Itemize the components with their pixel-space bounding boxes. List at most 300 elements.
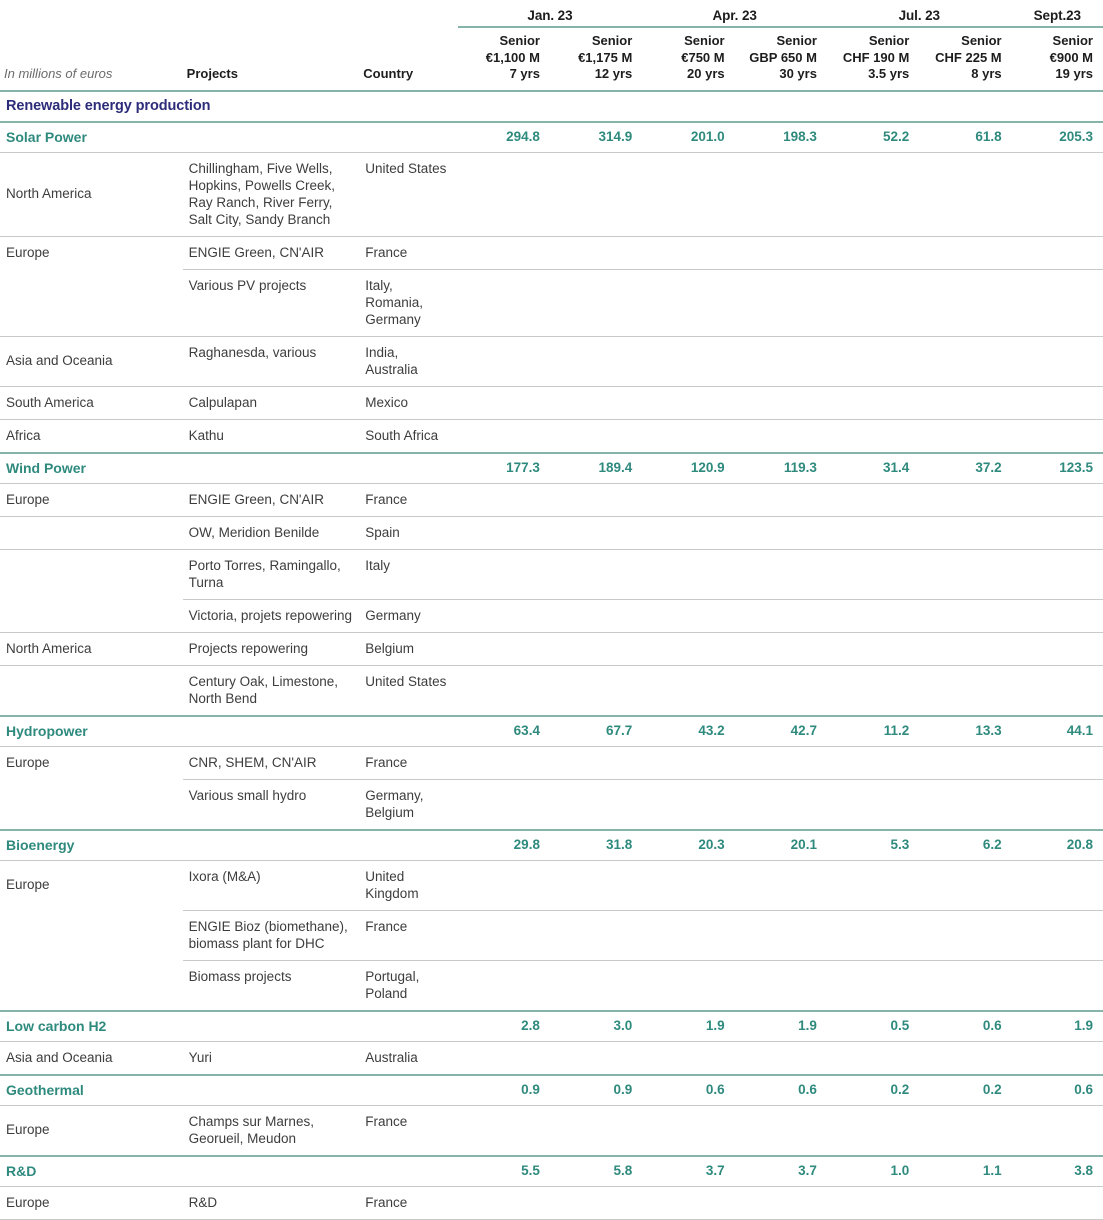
row-country: United States xyxy=(359,152,457,236)
row-value-0 xyxy=(458,1105,550,1156)
row-value-0 xyxy=(458,860,550,910)
row-value-4 xyxy=(827,910,919,960)
row-value-5 xyxy=(919,960,1011,1011)
category-row xyxy=(0,1156,1103,1187)
row-country: France xyxy=(359,910,457,960)
category-value-5: 37.2 xyxy=(919,453,1011,484)
row-value-6 xyxy=(1012,1041,1103,1075)
category-value-4: 1.0 xyxy=(827,1156,919,1187)
row-project: Century Oak, Limestone, North Bend xyxy=(183,665,360,716)
row-value-2 xyxy=(642,516,734,549)
row-region xyxy=(0,960,183,1011)
row-country: France xyxy=(359,236,457,269)
table-row xyxy=(0,1186,1103,1219)
tranche-header-6 xyxy=(1012,27,1103,91)
row-value-6 xyxy=(1012,386,1103,419)
category-value-0: 29.8 xyxy=(458,830,550,861)
tranche-header-1 xyxy=(550,27,642,91)
row-country: France xyxy=(359,746,457,779)
row-value-3 xyxy=(735,1186,827,1219)
date-header-0: Jan. 23 xyxy=(458,0,643,27)
row-value-4 xyxy=(827,599,919,632)
row-value-4 xyxy=(827,1105,919,1156)
row-value-2 xyxy=(642,1041,734,1075)
tranche-amount-2: €750 M xyxy=(681,49,725,65)
row-value-2 xyxy=(642,860,734,910)
category-row xyxy=(0,1011,1103,1042)
row-value-6 xyxy=(1012,960,1103,1011)
category-value-5: 61.8 xyxy=(919,122,1011,153)
row-value-2 xyxy=(642,779,734,830)
category-label: Wind Power xyxy=(0,453,458,484)
row-value-1 xyxy=(550,483,642,516)
row-value-4 xyxy=(827,516,919,549)
category-value-6: 1.9 xyxy=(1012,1011,1103,1042)
category-value-5: 13.3 xyxy=(919,716,1011,747)
row-value-4 xyxy=(827,549,919,599)
row-country: Spain xyxy=(359,516,457,549)
projects-column-header: Projects xyxy=(186,66,238,81)
row-value-4 xyxy=(827,336,919,386)
row-value-5 xyxy=(919,269,1011,336)
row-region xyxy=(0,910,183,960)
category-value-0: 63.4 xyxy=(458,716,550,747)
row-value-1 xyxy=(550,910,642,960)
category-value-3: 3.7 xyxy=(735,1156,827,1187)
row-value-1 xyxy=(550,549,642,599)
row-value-1 xyxy=(550,386,642,419)
row-value-2 xyxy=(642,419,734,453)
row-value-4 xyxy=(827,1041,919,1075)
row-value-1 xyxy=(550,1186,642,1219)
tranche-tenor-0: 7 yrs xyxy=(509,66,540,81)
row-value-4 xyxy=(827,269,919,336)
row-value-0 xyxy=(458,236,550,269)
category-value-6: 123.5 xyxy=(1012,453,1103,484)
row-project: ENGIE Green, CN'AIR xyxy=(183,483,360,516)
row-region: Europe xyxy=(0,1186,183,1219)
row-project: Various PV projects xyxy=(183,269,360,336)
row-region: Europe xyxy=(0,236,183,269)
row-country: Germany xyxy=(359,599,457,632)
category-value-6: 20.8 xyxy=(1012,830,1103,861)
row-value-0 xyxy=(458,516,550,549)
row-value-3 xyxy=(735,860,827,910)
table-row xyxy=(0,746,1103,779)
category-row xyxy=(0,716,1103,747)
row-value-4 xyxy=(827,1186,919,1219)
category-value-2: 201.0 xyxy=(642,122,734,153)
row-value-1 xyxy=(550,269,642,336)
date-header-2: Jul. 23 xyxy=(827,0,1012,27)
category-value-5: 6.2 xyxy=(919,830,1011,861)
row-region xyxy=(0,599,183,632)
table-row xyxy=(0,779,1103,830)
row-value-1 xyxy=(550,516,642,549)
row-country: Italy xyxy=(359,549,457,599)
row-value-4 xyxy=(827,419,919,453)
row-value-4 xyxy=(827,860,919,910)
row-value-1 xyxy=(550,860,642,910)
table-row xyxy=(0,269,1103,336)
row-value-0 xyxy=(458,960,550,1011)
category-value-6: 44.1 xyxy=(1012,716,1103,747)
table-row xyxy=(0,152,1103,236)
row-project: Porto Torres, Ramingallo, Turna xyxy=(183,549,360,599)
row-value-3 xyxy=(735,386,827,419)
row-value-3 xyxy=(735,336,827,386)
row-value-2 xyxy=(642,632,734,665)
table-row xyxy=(0,419,1103,453)
row-value-0 xyxy=(458,549,550,599)
row-value-2 xyxy=(642,269,734,336)
row-country: Belgium xyxy=(359,632,457,665)
category-value-2: 120.9 xyxy=(642,453,734,484)
row-value-6 xyxy=(1012,336,1103,386)
category-row xyxy=(0,1075,1103,1106)
row-value-6 xyxy=(1012,632,1103,665)
tranche-tenor-5: 8 yrs xyxy=(971,66,1002,81)
row-value-5 xyxy=(919,910,1011,960)
table-row xyxy=(0,1041,1103,1075)
category-value-3: 1.9 xyxy=(735,1011,827,1042)
row-value-5 xyxy=(919,1105,1011,1156)
row-project: Calpulapan xyxy=(183,386,360,419)
row-value-3 xyxy=(735,549,827,599)
row-project: Champs sur Marnes, Georueil, Meudon xyxy=(183,1105,360,1156)
row-country: France xyxy=(359,1105,457,1156)
row-value-5 xyxy=(919,599,1011,632)
row-project: Chillingham, Five Wells, Hopkins, Powells Creek, Ray Ranch, River Ferry, Salt City, Sandy Branch xyxy=(183,152,360,236)
row-value-4 xyxy=(827,746,919,779)
row-value-1 xyxy=(550,152,642,236)
row-project: Kathu xyxy=(183,419,360,453)
row-country: Mexico xyxy=(359,386,457,419)
row-value-3 xyxy=(735,779,827,830)
row-value-5 xyxy=(919,236,1011,269)
row-value-2 xyxy=(642,549,734,599)
category-value-1: 189.4 xyxy=(550,453,642,484)
column-header-row xyxy=(0,27,1103,91)
table-row xyxy=(0,860,1103,910)
row-country: Italy, Romania, Germany xyxy=(359,269,457,336)
row-region: South America xyxy=(0,386,183,419)
category-label: Hydropower xyxy=(0,716,458,747)
tranche-rank-5: Senior xyxy=(961,33,1002,48)
row-value-5 xyxy=(919,336,1011,386)
category-value-0: 2.8 xyxy=(458,1011,550,1042)
table-bottom-rule xyxy=(0,1219,1103,1220)
row-region xyxy=(0,779,183,830)
row-value-3 xyxy=(735,1105,827,1156)
row-value-6 xyxy=(1012,599,1103,632)
tranche-tenor-2: 20 yrs xyxy=(687,66,725,81)
row-value-3 xyxy=(735,632,827,665)
row-value-6 xyxy=(1012,549,1103,599)
row-value-6 xyxy=(1012,665,1103,716)
table-row xyxy=(0,386,1103,419)
row-value-0 xyxy=(458,599,550,632)
tranche-header-2 xyxy=(642,27,734,91)
row-value-0 xyxy=(458,152,550,236)
row-value-6 xyxy=(1012,779,1103,830)
row-value-3 xyxy=(735,960,827,1011)
row-value-1 xyxy=(550,632,642,665)
table-row xyxy=(0,910,1103,960)
table-row xyxy=(0,960,1103,1011)
category-value-4: 0.5 xyxy=(827,1011,919,1042)
row-value-5 xyxy=(919,483,1011,516)
row-value-2 xyxy=(642,483,734,516)
row-country: Portugal, Poland xyxy=(359,960,457,1011)
row-value-4 xyxy=(827,960,919,1011)
tranche-rank-6: Senior xyxy=(1052,33,1093,48)
category-value-1: 314.9 xyxy=(550,122,642,153)
row-value-0 xyxy=(458,746,550,779)
category-row xyxy=(0,122,1103,153)
row-value-5 xyxy=(919,152,1011,236)
tranche-tenor-4: 3.5 yrs xyxy=(868,66,910,81)
row-country: Germany, Belgium xyxy=(359,779,457,830)
row-value-1 xyxy=(550,336,642,386)
table-row xyxy=(0,599,1103,632)
row-region: Europe xyxy=(0,746,183,779)
row-value-1 xyxy=(550,960,642,1011)
row-value-0 xyxy=(458,386,550,419)
category-label: Geothermal xyxy=(0,1075,458,1106)
row-value-0 xyxy=(458,419,550,453)
row-value-6 xyxy=(1012,152,1103,236)
category-value-0: 294.8 xyxy=(458,122,550,153)
category-value-1: 3.0 xyxy=(550,1011,642,1042)
row-value-0 xyxy=(458,632,550,665)
category-value-1: 0.9 xyxy=(550,1075,642,1106)
category-label: Bioenergy xyxy=(0,830,458,861)
category-value-6: 0.6 xyxy=(1012,1075,1103,1106)
table-row xyxy=(0,236,1103,269)
row-value-1 xyxy=(550,419,642,453)
category-value-5: 1.1 xyxy=(919,1156,1011,1187)
row-value-3 xyxy=(735,269,827,336)
row-value-3 xyxy=(735,236,827,269)
row-project: ENGIE Green, CN'AIR xyxy=(183,236,360,269)
row-value-3 xyxy=(735,419,827,453)
category-label: Solar Power xyxy=(0,122,458,153)
row-value-1 xyxy=(550,599,642,632)
row-value-5 xyxy=(919,1041,1011,1075)
category-value-2: 20.3 xyxy=(642,830,734,861)
row-value-0 xyxy=(458,336,550,386)
row-value-4 xyxy=(827,779,919,830)
row-value-5 xyxy=(919,516,1011,549)
row-value-6 xyxy=(1012,910,1103,960)
tranche-header-4 xyxy=(827,27,919,91)
row-value-6 xyxy=(1012,1186,1103,1219)
date-band-spacer xyxy=(0,0,458,27)
row-value-1 xyxy=(550,236,642,269)
row-value-5 xyxy=(919,860,1011,910)
section-title-row xyxy=(0,91,1103,122)
tranche-tenor-3: 30 yrs xyxy=(779,66,817,81)
tranche-amount-1: €1,175 M xyxy=(578,49,633,65)
row-value-5 xyxy=(919,779,1011,830)
category-value-4: 5.3 xyxy=(827,830,919,861)
row-value-0 xyxy=(458,1186,550,1219)
table-row xyxy=(0,336,1103,386)
table-row xyxy=(0,516,1103,549)
category-value-4: 31.4 xyxy=(827,453,919,484)
row-value-3 xyxy=(735,599,827,632)
row-value-6 xyxy=(1012,483,1103,516)
category-value-3: 198.3 xyxy=(735,122,827,153)
row-value-2 xyxy=(642,386,734,419)
row-value-1 xyxy=(550,1041,642,1075)
row-value-2 xyxy=(642,746,734,779)
row-value-6 xyxy=(1012,860,1103,910)
row-project: Biomass projects xyxy=(183,960,360,1011)
row-value-4 xyxy=(827,236,919,269)
row-country: India, Australia xyxy=(359,336,457,386)
row-value-0 xyxy=(458,910,550,960)
row-region: Europe xyxy=(0,483,183,516)
row-value-4 xyxy=(827,483,919,516)
category-value-2: 1.9 xyxy=(642,1011,734,1042)
tranche-header-5 xyxy=(919,27,1011,91)
category-value-2: 0.6 xyxy=(642,1075,734,1106)
row-project: Yuri xyxy=(183,1041,360,1075)
row-value-2 xyxy=(642,1105,734,1156)
category-row xyxy=(0,453,1103,484)
category-value-1: 5.8 xyxy=(550,1156,642,1187)
row-region: Africa xyxy=(0,419,183,453)
table-row xyxy=(0,1105,1103,1156)
row-value-0 xyxy=(458,779,550,830)
row-value-0 xyxy=(458,665,550,716)
row-value-3 xyxy=(735,483,827,516)
row-country: United Kingdom xyxy=(359,860,457,910)
row-country: South Africa xyxy=(359,419,457,453)
tranche-amount-5: CHF 225 M xyxy=(935,49,1002,65)
row-value-4 xyxy=(827,152,919,236)
date-band-row xyxy=(0,0,1103,27)
row-region: Europe xyxy=(0,1105,183,1156)
row-value-5 xyxy=(919,746,1011,779)
category-value-0: 0.9 xyxy=(458,1075,550,1106)
category-value-5: 0.6 xyxy=(919,1011,1011,1042)
row-value-4 xyxy=(827,386,919,419)
table-row xyxy=(0,665,1103,716)
tranche-rank-3: Senior xyxy=(776,33,817,48)
table-row xyxy=(0,632,1103,665)
row-project: Ixora (M&A) xyxy=(183,860,360,910)
row-country: France xyxy=(359,1186,457,1219)
row-value-2 xyxy=(642,236,734,269)
tranche-rank-1: Senior xyxy=(591,33,633,48)
tranche-tenor-6: 19 yrs xyxy=(1055,66,1093,81)
row-region: Europe xyxy=(0,860,183,910)
category-value-2: 3.7 xyxy=(642,1156,734,1187)
row-value-6 xyxy=(1012,269,1103,336)
row-value-2 xyxy=(642,665,734,716)
row-project: R&D xyxy=(183,1186,360,1219)
date-header-1: Apr. 23 xyxy=(642,0,827,27)
row-value-6 xyxy=(1012,1105,1103,1156)
row-value-6 xyxy=(1012,236,1103,269)
row-value-2 xyxy=(642,1186,734,1219)
row-value-5 xyxy=(919,419,1011,453)
category-value-4: 11.2 xyxy=(827,716,919,747)
row-value-1 xyxy=(550,746,642,779)
row-value-5 xyxy=(919,632,1011,665)
row-project: CNR, SHEM, CN'AIR xyxy=(183,746,360,779)
category-value-5: 0.2 xyxy=(919,1075,1011,1106)
row-value-5 xyxy=(919,549,1011,599)
row-value-0 xyxy=(458,1041,550,1075)
unit-label: In millions of euros xyxy=(4,66,113,81)
row-project: OW, Meridion Benilde xyxy=(183,516,360,549)
category-label: Low carbon H2 xyxy=(0,1011,458,1042)
row-value-6 xyxy=(1012,516,1103,549)
tranche-header-0 xyxy=(458,27,550,91)
row-region: Asia and Oceania xyxy=(0,336,183,386)
tranche-tenor-1: 12 yrs xyxy=(594,66,633,81)
row-value-2 xyxy=(642,336,734,386)
category-value-0: 5.5 xyxy=(458,1156,550,1187)
category-value-1: 67.7 xyxy=(550,716,642,747)
row-project: Projects repowering xyxy=(183,632,360,665)
section-title: Renewable energy production xyxy=(0,91,1103,122)
row-value-5 xyxy=(919,1186,1011,1219)
row-project: Various small hydro xyxy=(183,779,360,830)
tranche-rank-0: Senior xyxy=(499,33,540,48)
tranche-amount-6: €900 M xyxy=(1049,49,1093,65)
table-row xyxy=(0,549,1103,599)
tranche-header-3 xyxy=(735,27,827,91)
row-value-3 xyxy=(735,910,827,960)
row-region xyxy=(0,549,183,599)
row-value-2 xyxy=(642,910,734,960)
row-value-3 xyxy=(735,665,827,716)
row-value-5 xyxy=(919,386,1011,419)
row-region: North America xyxy=(0,632,183,665)
row-value-1 xyxy=(550,1105,642,1156)
row-value-0 xyxy=(458,483,550,516)
category-label: R&D xyxy=(0,1156,458,1187)
category-row xyxy=(0,830,1103,861)
tranche-amount-0: €1,100 M xyxy=(485,49,540,65)
row-value-2 xyxy=(642,599,734,632)
row-region: North America xyxy=(0,152,183,236)
row-value-4 xyxy=(827,665,919,716)
row-project: Raghanesda, various xyxy=(183,336,360,386)
row-value-3 xyxy=(735,516,827,549)
category-value-2: 43.2 xyxy=(642,716,734,747)
row-region xyxy=(0,516,183,549)
row-country: United States xyxy=(359,665,457,716)
row-project: ENGIE Bioz (biomethane), biomass plant for DHC xyxy=(183,910,360,960)
row-project: Victoria, projets repowering xyxy=(183,599,360,632)
row-value-3 xyxy=(735,152,827,236)
row-value-1 xyxy=(550,779,642,830)
row-value-2 xyxy=(642,960,734,1011)
row-country: Australia xyxy=(359,1041,457,1075)
row-value-0 xyxy=(458,269,550,336)
row-region: Asia and Oceania xyxy=(0,1041,183,1075)
row-value-2 xyxy=(642,152,734,236)
country-column-header: Country xyxy=(363,66,414,81)
row-value-6 xyxy=(1012,746,1103,779)
tranche-amount-4: CHF 190 M xyxy=(842,49,910,65)
